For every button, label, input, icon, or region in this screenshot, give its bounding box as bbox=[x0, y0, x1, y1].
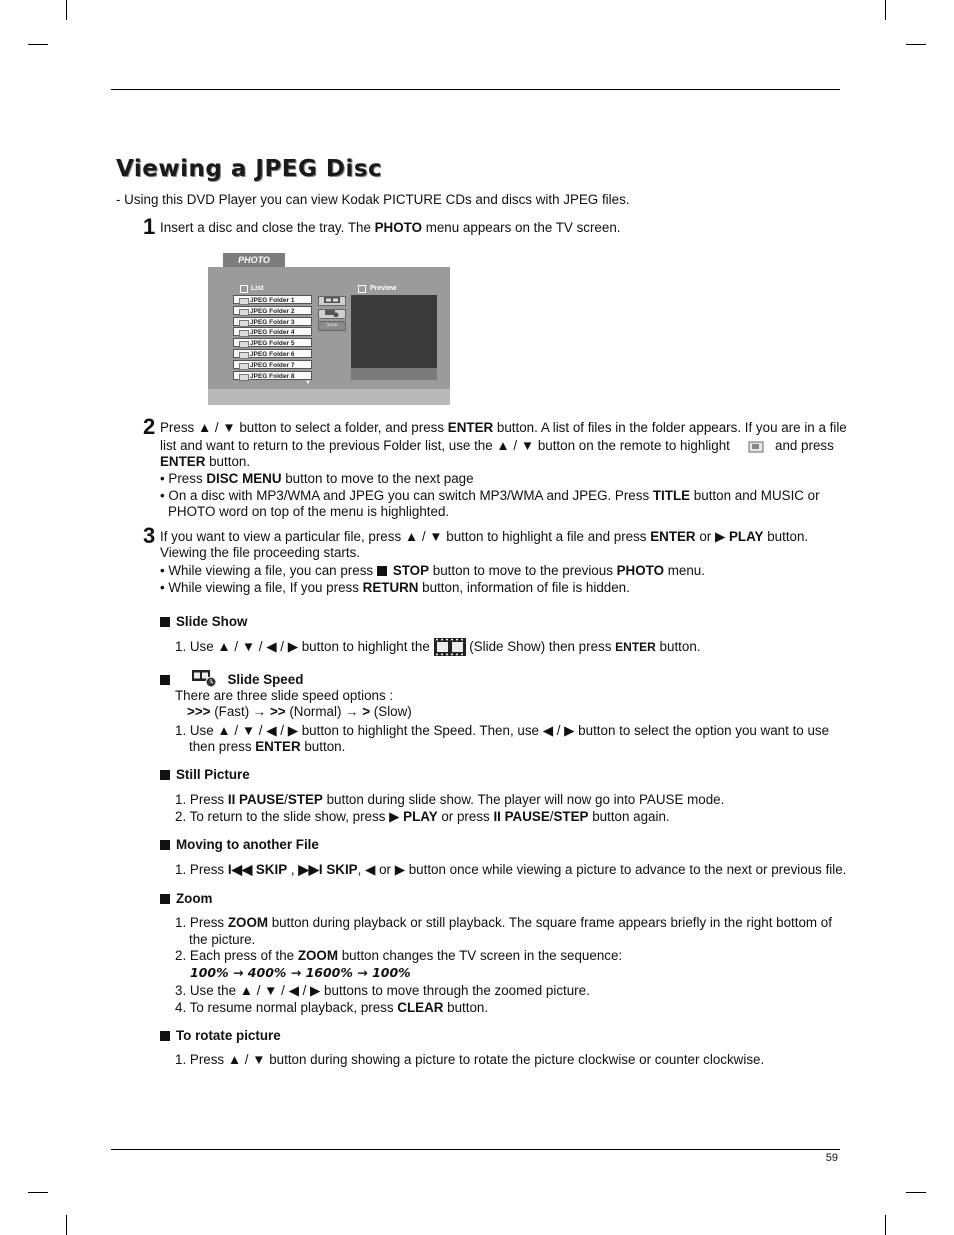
zoom-line: 1. Press ZOOM button during playback or still playback. The square frame appears briefly in the right bottom of bbox=[175, 915, 832, 930]
step2-bullet: • Press DISC MENU button to move to the next page bbox=[160, 471, 474, 486]
crop-mark bbox=[885, 0, 886, 20]
page-number: 59 bbox=[825, 1152, 838, 1164]
slideshow-line: 1. Use ▲ / ▼ / ◀ / ▶ button to highlight the (Slide Show) then press ENTER button. bbox=[175, 638, 701, 656]
bullet-square-icon bbox=[160, 840, 170, 850]
step2-line: list and want to return to the previous Folder list, use the ▲ / ▼ button on the remote to highlight bbox=[160, 438, 730, 453]
bullet-square-icon bbox=[160, 894, 170, 904]
slide-speed-icon bbox=[325, 310, 339, 317]
osd-preview-area bbox=[351, 295, 437, 368]
crop-mark bbox=[906, 1192, 926, 1193]
step2-line: ENTER button. bbox=[160, 454, 251, 469]
still-line: 1. Press II PAUSE/STEP button during slide show. The player will now go into PAUSE mode. bbox=[175, 792, 725, 807]
osd-bottom-band bbox=[208, 389, 450, 405]
crop-mark bbox=[28, 44, 48, 45]
osd-speed-icon-button[interactable] bbox=[318, 309, 346, 319]
stop-icon bbox=[377, 566, 387, 576]
bullet-square-icon bbox=[160, 617, 170, 627]
osd-folder-item[interactable]: JPEG Folder 2 bbox=[233, 306, 312, 315]
osd-folder-item[interactable]: JPEG Folder 4 bbox=[233, 327, 312, 336]
preview-icon bbox=[358, 285, 366, 293]
moving-line: 1. Press I◀◀ SKIP , ▶▶I SKIP, ◀ or ▶ button once while viewing a picture to advance to the next or previous file. bbox=[175, 862, 847, 877]
step1-text: Insert a disc and close the tray. The PHOTO menu appears on the TV screen. bbox=[160, 220, 621, 235]
section-heading: Moving to another File bbox=[160, 836, 319, 853]
osd-slideshow-button[interactable] bbox=[318, 296, 346, 306]
section-heading: Still Picture bbox=[160, 766, 250, 783]
section-heading: Slide Speed bbox=[160, 668, 303, 688]
zoom-line: 2. Each press of the ZOOM button changes the TV screen in the sequence: bbox=[175, 948, 623, 963]
zoom-line: 3. Use the ▲ / ▼ / ◀ / ▶ buttons to move through the zoomed picture. bbox=[175, 983, 590, 998]
rotate-line: 1. Press ▲ / ▼ button during showing a picture to rotate the picture clockwise or counter clockwise. bbox=[175, 1052, 765, 1067]
osd-folder-item[interactable]: JPEG Folder 3 bbox=[233, 317, 312, 326]
crop-mark bbox=[66, 0, 67, 20]
step3-line: Viewing the file proceeding starts. bbox=[160, 545, 360, 560]
section-heading: Zoom bbox=[160, 890, 212, 907]
header-rule bbox=[111, 89, 840, 90]
list-icon bbox=[240, 285, 248, 293]
step3-line: If you want to view a particular file, press ▲ / ▼ button to highlight a file and press ENTER or ▶ PLAY button. bbox=[160, 529, 809, 544]
step2-bullet: PHOTO word on top of the menu is highlighted. bbox=[168, 504, 450, 519]
slide-speed-icon bbox=[192, 668, 218, 688]
play-icon: ▶ bbox=[714, 529, 729, 544]
osd-folder-item[interactable]: JPEG Folder 6 bbox=[233, 349, 312, 358]
step-number: 2 bbox=[143, 414, 156, 439]
slidespeed-line: 1. Use ▲ / ▼ / ◀ / ▶ button to highlight the Speed. Then, use ◀ / ▶ button to select the option you want to use bbox=[175, 723, 830, 738]
section-heading: To rotate picture bbox=[160, 1027, 281, 1044]
step-number: 3 bbox=[143, 523, 156, 548]
film-icon bbox=[324, 297, 340, 303]
crop-mark bbox=[885, 1215, 886, 1235]
step3-bullet: • While viewing a file, you can press STOP button to move to the previous PHOTO menu. bbox=[160, 563, 705, 578]
zoom-line: 4. To resume normal playback, press CLEAR button. bbox=[175, 1000, 489, 1015]
slidespeed-line: There are three slide speed options : bbox=[175, 688, 394, 703]
up-folder-icon bbox=[748, 440, 766, 458]
crop-mark bbox=[28, 1192, 48, 1193]
osd-photo-tab: PHOTO bbox=[223, 253, 285, 267]
slidespeed-options: >>> (Fast) → >> (Normal) → > (Slow) bbox=[187, 704, 412, 719]
crop-mark bbox=[66, 1215, 67, 1235]
zoom-sequence: 100% → 400% → 1600% → 100% bbox=[190, 965, 411, 980]
crop-mark bbox=[906, 44, 926, 45]
osd-folder-item[interactable]: JPEG Folder 7 bbox=[233, 360, 312, 369]
osd-speed-button[interactable]: >>> bbox=[318, 321, 346, 331]
osd-list-label: List bbox=[251, 285, 264, 292]
slideshow-film-icon bbox=[434, 638, 466, 656]
step2-bullet: • On a disc with MP3/WMA and JPEG you can switch MP3/WMA and JPEG. Press TITLE button and MUSIC or bbox=[160, 488, 820, 503]
step2-line: Press ▲ / ▼ button to select a folder, and press ENTER button. A list of files in the folder appears. If you are in a file bbox=[160, 420, 847, 435]
osd-folder-item[interactable]: JPEG Folder 8 bbox=[233, 371, 312, 380]
step2-line: and press bbox=[775, 438, 834, 453]
osd-preview-label: Preview bbox=[370, 285, 397, 292]
step3-bullet: • While viewing a file, If you press RETURN button, information of file is hidden. bbox=[160, 580, 630, 595]
page-title: Viewing a JPEG Disc bbox=[116, 156, 383, 182]
footer-rule bbox=[111, 1149, 840, 1150]
bullet-square-icon bbox=[160, 675, 170, 685]
play-icon: ▶ bbox=[389, 809, 404, 824]
scroll-down-icon[interactable]: ▼ bbox=[305, 380, 311, 386]
step-number: 1 bbox=[143, 214, 156, 239]
osd-folder-item[interactable]: JPEG Folder 5 bbox=[233, 338, 312, 347]
intro-text: - Using this DVD Player you can view Kodak PICTURE CDs and discs with JPEG files. bbox=[116, 192, 630, 207]
osd-preview-bar bbox=[351, 368, 437, 380]
osd-folder-item[interactable]: JPEG Folder 1 bbox=[233, 295, 312, 304]
section-heading: Slide Show bbox=[160, 613, 247, 630]
bullet-square-icon bbox=[160, 1031, 170, 1041]
still-line: 2. To return to the slide show, press ▶ PLAY or press II PAUSE/STEP button again. bbox=[175, 809, 670, 824]
bullet-square-icon bbox=[160, 770, 170, 780]
zoom-line: the picture. bbox=[189, 932, 256, 947]
slidespeed-line: then press ENTER button. bbox=[189, 739, 346, 754]
